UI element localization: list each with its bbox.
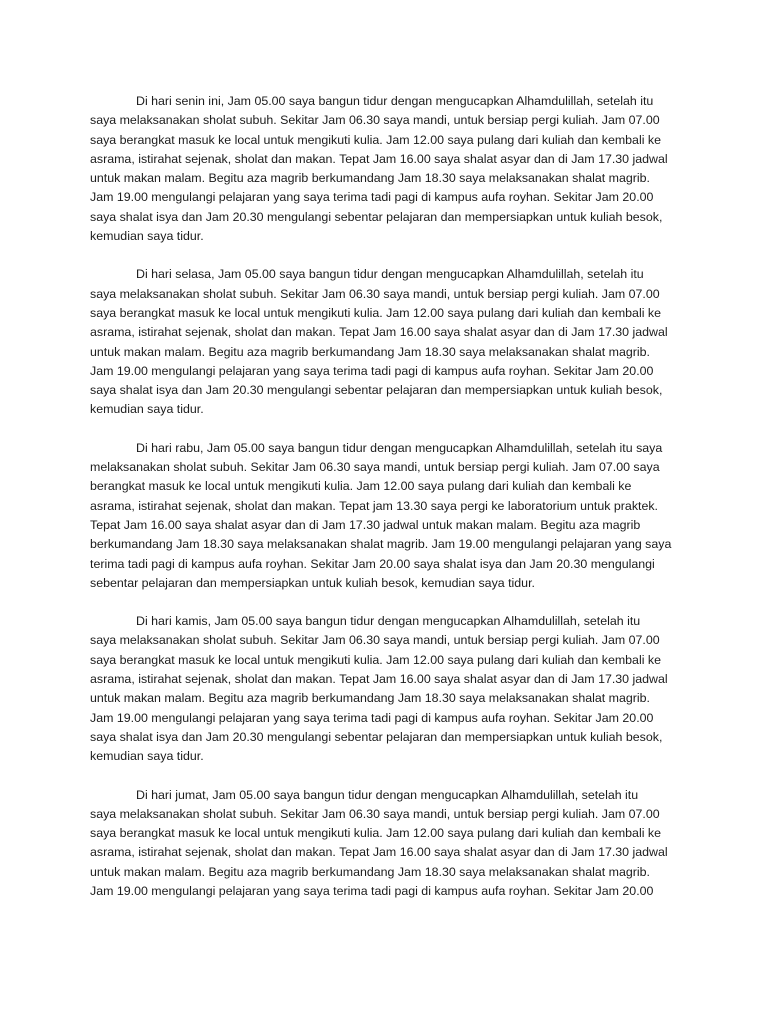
text-line: asrama, istirahat sejenak, sholat dan makan. Tepat Jam 16.00 saya shalat asyar dan di Jam 17.30 jadwal [90,672,668,687]
text-line: saya melaksanakan sholat subuh. Sekitar Jam 06.30 saya mandi, untuk bersiap pergi kuliah. Jam 07.00 [90,806,660,821]
text-line: Jam 19.00 mengulangi pelajaran yang saya terima tadi pagi di kampus aufa royhan. Sekitar Jam 20.00 [90,710,654,725]
paragraph-selasa [90,265,680,419]
text-line: Di hari selasa, Jam 05.00 saya bangun tidur dengan mengucapkan Alhamdulillah, setelah itu [136,267,644,282]
text-line: Jam 19.00 mengulangi pelajaran yang saya terima tadi pagi di kampus aufa royhan. Sekitar Jam 20.00 [90,190,654,205]
text-line: untuk makan malam. Begitu aza magrib berkumandang Jam 18.30 saya melaksanakan shalat magrib. [90,344,650,359]
text-line: terima tadi pagi di kampus aufa royhan. Sekitar Jam 20.00 saya shalat isya dan Jam 20.30 mengulangi [90,556,655,571]
text-line: saya berangkat masuk ke local untuk mengikuti kulia. Jam 12.00 saya pulang dari kuliah dan kembali ke [90,826,661,841]
text-line: Jam 19.00 mengulangi pelajaran yang saya terima tadi pagi di kampus aufa royhan. Sekitar Jam 20.00 [90,363,654,378]
text-line: saya shalat isya dan Jam 20.30 mengulangi sebentar pelajaran dan mempersiapkan untuk kuliah besok, [90,383,663,398]
text-line: Tepat Jam 16.00 saya shalat asyar dan di Jam 17.30 jadwal untuk makan malam. Begitu aza magrib [90,517,641,532]
text-line: melaksanakan sholat subuh. Sekitar Jam 06.30 saya mandi, untuk bersiap pergi kuliah. Jam 07.00 saya [90,460,660,475]
text-line: asrama, istirahat sejenak, sholat dan makan. Tepat jam 13.30 saya pergi ke laboratorium untuk praktek. [90,498,658,513]
paragraph-kamis [90,612,680,766]
text-line: untuk makan malam. Begitu aza magrib berkumandang Jam 18.30 saya melaksanakan shalat magrib. [90,171,650,186]
text-line: asrama, istirahat sejenak, sholat dan makan. Tepat Jam 16.00 saya shalat asyar dan di Jam 17.30 jadwal [90,845,668,860]
text-line: sebentar pelajaran dan mempersiapkan untuk kuliah besok, kemudian saya tidur. [90,575,535,590]
text-line: saya shalat isya dan Jam 20.30 mengulangi sebentar pelajaran dan mempersiapkan untuk kuliah besok, [90,209,663,224]
text-line: untuk makan malam. Begitu aza magrib berkumandang Jam 18.30 saya melaksanakan shalat magrib. [90,864,650,879]
text-line: Di hari jumat, Jam 05.00 saya bangun tidur dengan mengucapkan Alhamdulillah, setelah itu [136,787,639,802]
text-line: Di hari rabu, Jam 05.00 saya bangun tidur dengan mengucapkan Alhamdulillah, setelah itu saya [136,440,663,455]
text-line: Di hari kamis, Jam 05.00 saya bangun tidur dengan mengucapkan Alhamdulillah, setelah itu [136,614,641,629]
text-line: untuk makan malam. Begitu aza magrib berkumandang Jam 18.30 saya melaksanakan shalat magrib. [90,691,650,706]
text-line: berangkat masuk ke local untuk mengikuti kulia. Jam 12.00 saya pulang dari kuliah dan kembali ke [90,479,632,494]
text-line: Jam 19.00 mengulangi pelajaran yang saya terima tadi pagi di kampus aufa royhan. Sekitar Jam 20.00 [90,883,654,898]
paragraph-senin [90,92,680,246]
text-line: Di hari senin ini, Jam 05.00 saya bangun tidur dengan mengucapkan Alhamdulillah, setelah itu [136,94,654,108]
text-line: saya shalat isya dan Jam 20.30 mengulangi sebentar pelajaran dan mempersiapkan untuk kuliah besok, [90,729,663,744]
paragraph-jumat [90,786,680,902]
document-body [90,92,680,920]
text-line: kemudian saya tidur. [90,402,204,417]
text-line: kemudian saya tidur. [90,229,204,244]
text-line: kemudian saya tidur. [90,749,204,764]
text-line: saya melaksanakan sholat subuh. Sekitar Jam 06.30 saya mandi, untuk bersiap pergi kuliah. Jam 07.00 [90,113,660,128]
paragraph-rabu [90,439,680,593]
text-line: berkumandang Jam 18.30 saya melaksanakan shalat magrib. Jam 19.00 mengulangi pelajaran yang saya [90,537,672,552]
text-line: saya melaksanakan sholat subuh. Sekitar Jam 06.30 saya mandi, untuk bersiap pergi kuliah. Jam 07.00 [90,286,660,301]
text-line: saya melaksanakan sholat subuh. Sekitar Jam 06.30 saya mandi, untuk bersiap pergi kuliah. Jam 07.00 [90,633,660,648]
text-line: asrama, istirahat sejenak, sholat dan makan. Tepat Jam 16.00 saya shalat asyar dan di Jam 17.30 jadwal [90,325,668,340]
text-line: asrama, istirahat sejenak, sholat dan makan. Tepat Jam 16.00 saya shalat asyar dan di Jam 17.30 jadwal [90,151,668,166]
text-line: saya berangkat masuk ke local untuk mengikuti kulia. Jam 12.00 saya pulang dari kuliah dan kembali ke [90,305,661,320]
text-line: saya berangkat masuk ke local untuk mengikuti kulia. Jam 12.00 saya pulang dari kuliah dan kembali ke [90,652,661,667]
text-line: saya berangkat masuk ke local untuk mengikuti kulia. Jam 12.00 saya pulang dari kuliah dan kembali ke [90,132,661,147]
